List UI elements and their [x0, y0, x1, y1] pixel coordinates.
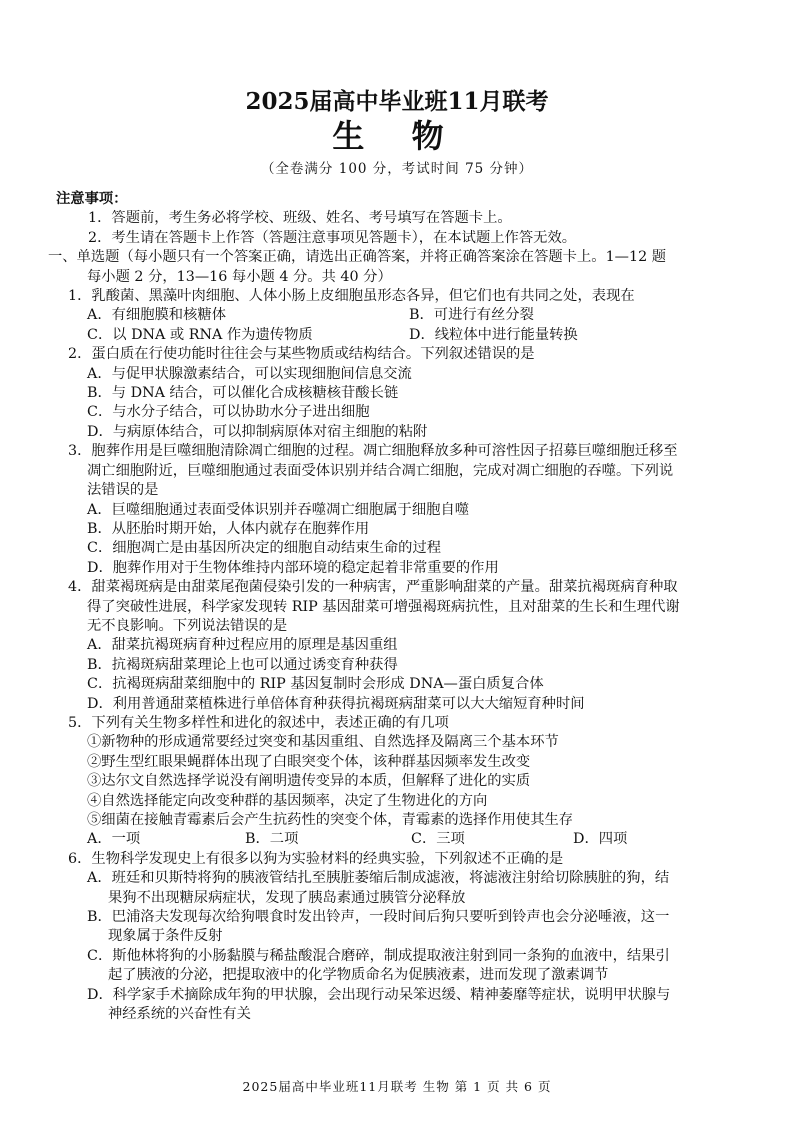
q1-option-b: B．可进行有丝分裂: [409, 307, 534, 324]
q6-option-b-cont: 现象属于条件反射: [108, 928, 223, 945]
notes-heading: 注意事项：: [56, 191, 128, 207]
q5-statement-3: ③达尔文自然选择学说没有阐明遗传变异的本质，但解释了进化的实质: [87, 773, 531, 790]
q5-statement-1: ①新物种的形成通常要经过突变和基因重组、自然选择及隔离三个基本环节: [87, 734, 559, 751]
q4-stem-cont: 得了突破性进展，科学家发现转 RIP 基因甜菜可增强褐斑病抗性，且对甜菜的生长和生理代谢: [87, 598, 680, 615]
q5-option-c: C．三项: [411, 831, 465, 848]
q4-option-a: A．甜菜抗褐斑病育种过程应用的原理是基因重组: [87, 637, 398, 654]
exam-title: 2025届高中毕业班11月联考: [245, 88, 549, 115]
q4-option-c: C．抗褐斑病甜菜细胞中的 RIP 基因复制时会形成 DNA—蛋白质复合体: [87, 676, 544, 693]
q4-stem: 4．甜菜褐斑病是由甜菜尾孢菌侵染引发的一种病害，严重影响甜菜的产量。甜菜抗褐斑病育种取: [68, 579, 678, 596]
q3-option-a: A．巨噬细胞通过表面受体识别并吞噬凋亡细胞属于细胞自噬: [87, 501, 470, 518]
q5-option-b: B．二项: [245, 831, 299, 848]
q2-stem: 2．蛋白质在行使功能时往往会与某些物质或结构结合。下列叙述错误的是: [68, 346, 535, 363]
q5-option-a: A．一项: [87, 831, 141, 848]
q6-option-d: D．科学家手术摘除成年狗的甲状腺，会出现行动呆笨迟缓、精神萎靡等症状，说明甲状腺与: [87, 986, 671, 1003]
q6-option-d-cont: 神经系统的兴奋性有关: [108, 1006, 251, 1023]
page-footer: 2025届高中毕业班11月联考 生物 第 1 页 共 6 页: [242, 1079, 552, 1094]
q3-stem-cont: 法错误的是: [87, 482, 159, 499]
q5-option-d: D．四项: [573, 831, 628, 848]
exam-content: [48, 190, 746, 1024]
q6-option-c: C．斯他林将狗的小肠黏膜与稀盐酸混合磨碎，制成提取液注射到同一条狗的血液中，结果引: [87, 947, 670, 964]
subject-title: 生 物: [332, 117, 462, 155]
q2-option-d: D．与病原体结合，可以抑制病原体对宿主细胞的粘附: [87, 423, 428, 440]
q2-option-c: C．与水分子结合，可以协助水分子进出细胞: [87, 404, 370, 421]
q6-option-a: A．班廷和贝斯特将狗的胰液管结扎至胰脏萎缩后制成滤液，将滤液注射给切除胰脏的狗，结: [87, 870, 670, 887]
q1-option-a: A．有细胞膜和核糖体: [87, 307, 226, 324]
q4-option-b: B．抗褐斑病甜菜理论上也可以通过诱变育种获得: [87, 656, 398, 673]
q4-option-d: D．利用普通甜菜植株进行单倍体育种获得抗褐斑病甜菜可以大大缩短育种时间: [87, 695, 585, 712]
q3-option-b: B．从胚胎时期开始，人体内就存在胞葬作用: [87, 520, 370, 537]
q3-option-d: D．胞葬作用对于生物体维持内部环境的稳定起着非常重要的作用: [87, 559, 499, 576]
note-item-2: 2．考生请在答题卡上作答（答题注意事项见答题卡），在本试题上作答无效。: [88, 229, 577, 246]
q1-options-row2: [56, 326, 746, 345]
section-heading-cont: 每小题 2 分，13—16 每小题 4 分。共 40 分）: [87, 268, 392, 285]
q2-option-a: A．与促甲状腺激素结合，可以实现细胞间信息交流: [87, 365, 412, 382]
q1-option-d: D．线粒体中进行能量转换: [409, 326, 578, 343]
q5-statement-2: ②野生型红眼果蝇群体出现了白眼突变个体，该种群基因频率发生改变: [87, 753, 531, 770]
q6-stem: 6．生物科学发现史上有很多以狗为实验材料的经典实验，下列叙述不正确的是: [68, 850, 564, 867]
q4-stem-cont: 无不良影响。下列说法错误的是: [87, 617, 288, 634]
q3-option-c: C．细胞凋亡是由基因所决定的细胞自动结束生命的过程: [87, 540, 442, 557]
q5-stem: 5．下列有关生物多样性和进化的叙述中，表述正确的有几项: [68, 714, 449, 731]
q3-stem: 3．胞葬作用是巨噬细胞清除凋亡细胞的过程。凋亡细胞释放多种可溶性因子招募巨噬细胞迁移至: [68, 443, 678, 460]
q2-option-b: B．与 DNA 结合，可以催化合成核糖核苷酸长链: [87, 385, 399, 402]
q1-option-c: C．以 DNA 或 RNA 作为遗传物质: [87, 326, 313, 343]
q5-statement-4: ④自然选择能定向改变种群的基因频率，决定了生物进化的方向: [87, 792, 488, 809]
q5-statement-5: ⑤细菌在接触青霉素后会产生抗药性的突变个体，青霉素的选择作用使其生存: [87, 812, 574, 828]
q6-option-b: B．巴浦洛夫发现每次给狗喂食时发出铃声，一段时间后狗只要听到铃声也会分泌唾液，这一: [87, 909, 670, 926]
q6-option-a-cont: 果狗不出现糖尿病症状，发现了胰岛素通过胰管分泌释放: [108, 889, 466, 906]
exam-subtitle: （全卷满分 100 分，考试时间 75 分钟）: [260, 161, 534, 177]
section-heading: 一、单选题（每小题只有一个答案正确，请选出正确答案，并将正确答案涂在答题卡上。1—12 题: [48, 249, 667, 266]
q1-options-row1: [56, 306, 746, 325]
q6-option-c-cont: 起了胰液的分泌，把提取液中的化学物质命名为促胰液素，进而发现了激素调节: [108, 967, 609, 984]
note-item-1: 1．答题前，考生务必将学校、班级、姓名、考号填写在答题卡上。: [88, 210, 512, 227]
q5-options-row: [56, 830, 746, 849]
q3-stem-cont: 凋亡细胞附近，巨噬细胞通过表面受体识别并结合凋亡细胞，完成对凋亡细胞的吞噬。下列说: [87, 462, 674, 479]
q1-stem: 1．乳酸菌、黑藻叶肉细胞、人体小肠上皮细胞虽形态各异，但它们也有共同之处，表现在: [68, 288, 635, 305]
